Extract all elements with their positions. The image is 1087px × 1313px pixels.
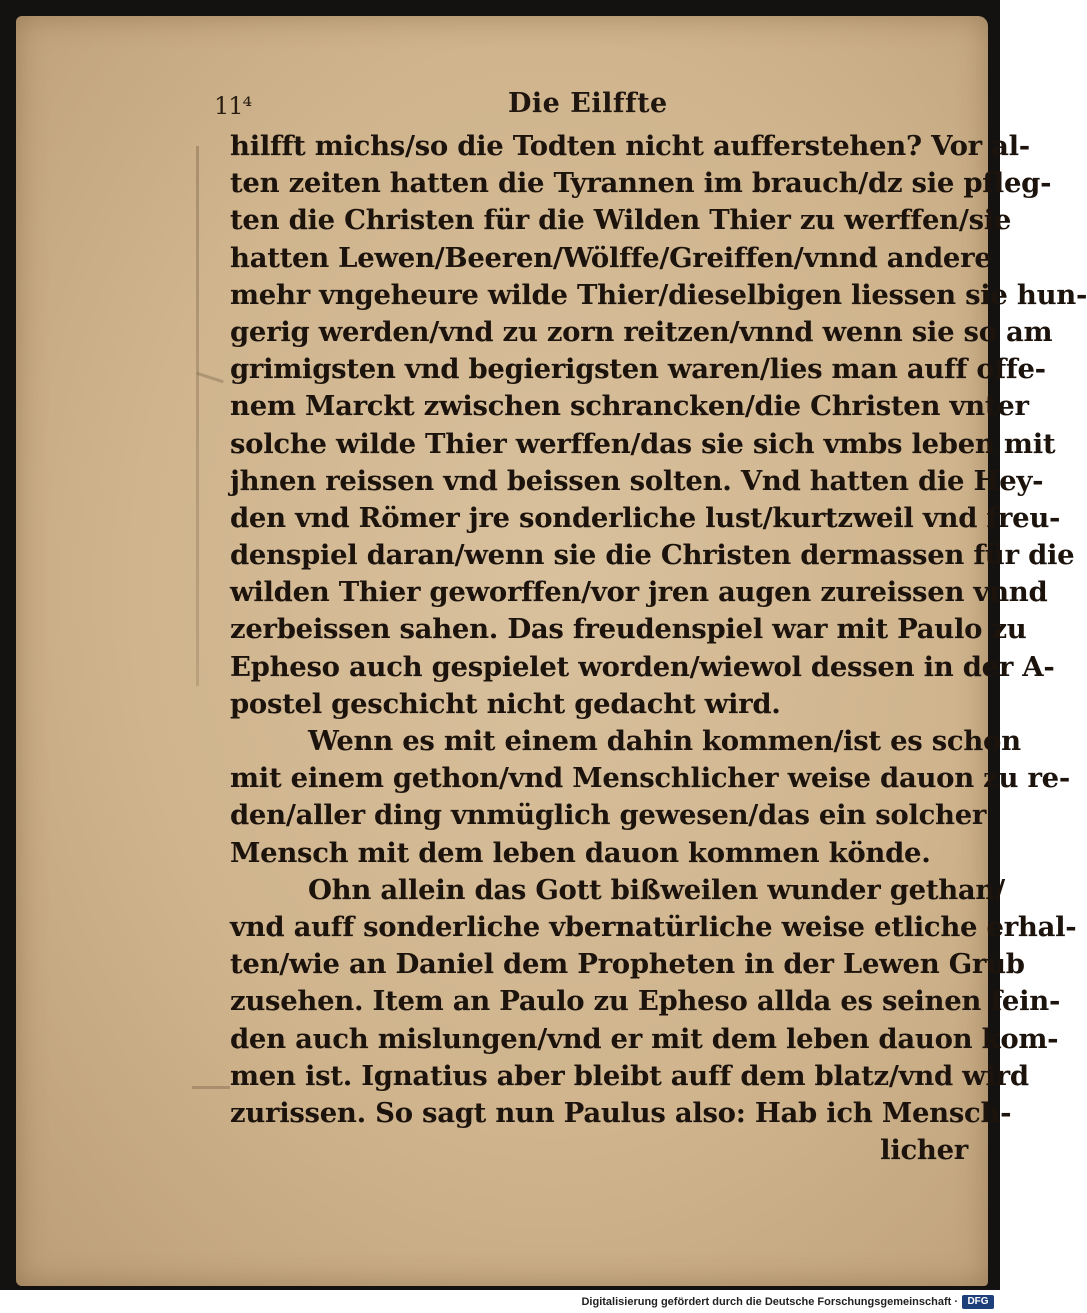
text-line: denspiel daran/wenn sie die Christen dermassen für die xyxy=(230,539,1075,572)
body-text xyxy=(230,128,1087,1169)
text-line: zusehen. Item an Paulo zu Epheso allda es seinen fein- xyxy=(230,985,1061,1018)
funding-credit: Digitalisierung gefördert durch die Deutsche Forschungsgemeinschaft · xyxy=(581,1296,958,1308)
text-line: Wenn es mit einem dahin kommen/ist es schon xyxy=(308,725,1021,757)
text-line: hatten Lewen/Beeren/Wölffe/Greiffen/vnnd andere xyxy=(230,241,992,274)
catchword: licher xyxy=(880,1134,968,1167)
text-line: den/aller ding vnmüglich gewesen/das ein solcher xyxy=(230,799,987,832)
text-line: nem Marckt zwischen schrancken/die Christen vnter xyxy=(230,390,1029,423)
text-line: zerbeissen sahen. Das freudenspiel war mit Paulo zu xyxy=(230,613,1027,646)
footer-bar xyxy=(0,1293,1000,1313)
margin-pencil-mark xyxy=(192,1086,230,1089)
text-line: vnd auff sonderliche vbernatürliche weise etliche erhal- xyxy=(230,910,1077,943)
margin-bracket-tick xyxy=(196,372,224,384)
text-line: den auch mislungen/vnd er mit dem leben dauon kom- xyxy=(230,1022,1059,1055)
text-line: hilfft michs/so die Todten nicht aufferstehen? Vor al- xyxy=(230,130,1030,162)
text-line: zurissen. So sagt nun Paulus also: Hab ich Mensch- xyxy=(230,1096,1012,1129)
text-line: mit einem gethon/vnd Menschlicher weise dauon zu re- xyxy=(230,762,1070,795)
text-line: Mensch mit dem leben dauon kommen könde. xyxy=(230,836,931,869)
text-line: postel geschicht nicht gedacht wird. xyxy=(230,687,781,720)
page-number: 11⁴ xyxy=(214,92,252,120)
text-line: ten zeiten hatten die Tyrannen im brauch/dz sie pfleg- xyxy=(230,167,1052,200)
text-line: den vnd Römer jre sonderliche lust/kurtzweil vnd freu- xyxy=(230,501,1061,534)
dfg-logo: DFG xyxy=(962,1295,994,1309)
text-line: grimigsten vnd begierigsten waren/lies man auff offe- xyxy=(230,353,1046,386)
text-line: Epheso auch gespielet worden/wiewol dessen in der A- xyxy=(230,650,1055,683)
text-line: Ohn allein das Gott bißweilen wunder gethan/ xyxy=(308,873,1005,906)
margin-bracket xyxy=(196,146,199,686)
text-line: men ist. Ignatius aber bleibt auff dem blatz/vnd wird xyxy=(230,1059,1029,1092)
text-line: ten die Christen für die Wilden Thier zu werffen/sie xyxy=(230,204,1012,237)
running-header: Die Eilffte xyxy=(508,88,668,119)
text-line: mehr vngeheure wilde Thier/dieselbigen liessen sie hun- xyxy=(230,278,1087,311)
book-page xyxy=(16,16,1087,1286)
text-line: solche wilde Thier werffen/das sie sich vmbs leben mit xyxy=(230,427,1056,460)
text-line: wilden Thier geworffen/vor jren augen zureissen vnnd xyxy=(230,576,1048,609)
text-line: jhnen reissen vnd beissen solten. Vnd hatten die Hey- xyxy=(230,464,1044,497)
text-line: gerig werden/vnd zu zorn reitzen/vnnd wenn sie so am xyxy=(230,315,1053,348)
text-line: ten/wie an Daniel dem Propheten in der Lewen Grub xyxy=(230,948,1025,981)
